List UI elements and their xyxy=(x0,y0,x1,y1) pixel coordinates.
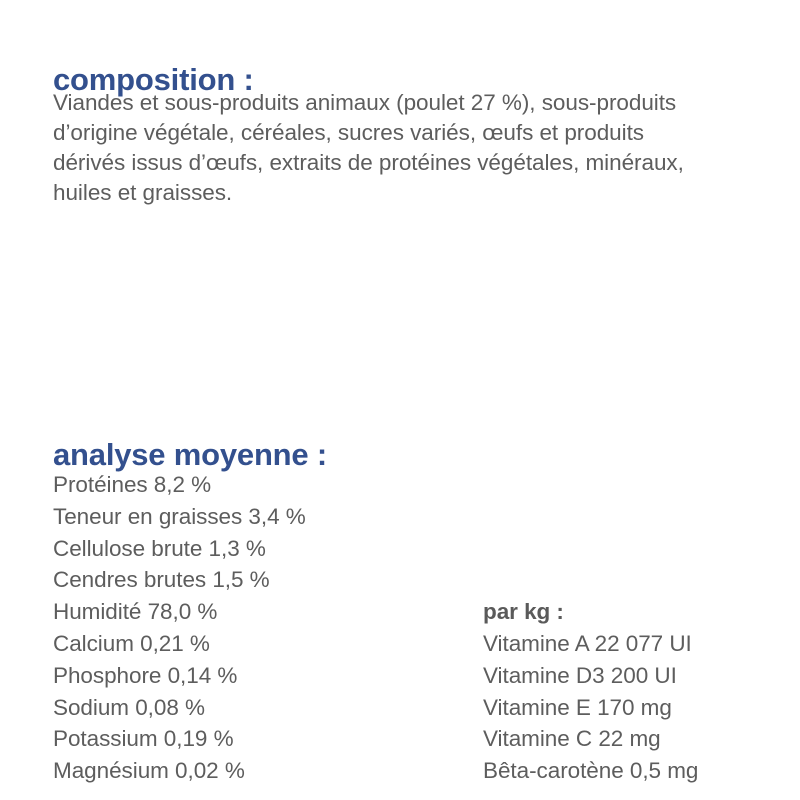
analysis-row: Sodium 0,08 % xyxy=(53,694,205,720)
composition-line: d’origine végétale, céréales, sucres variés, œufs et produits xyxy=(53,120,644,145)
analysis-row: Vitamine D3 200 UI xyxy=(483,662,677,688)
analysis-row: Humidité 78,0 % xyxy=(53,599,218,625)
analysis-row: Vitamine E 170 mg xyxy=(483,694,672,720)
analysis-row: Vitamine C 22 mg xyxy=(483,726,661,752)
analysis-row: Protéines 8,2 % xyxy=(53,472,212,497)
analysis-row: Magnésium 0,02 % xyxy=(53,758,245,784)
analysis-table xyxy=(53,469,783,784)
analysis-row: Cendres brutes 1,5 % xyxy=(53,567,270,593)
composition-line: Viandes et sous-produits animaux (poulet 27 %), sous-produits xyxy=(53,90,677,115)
composition-paragraph xyxy=(53,88,783,208)
composition-line: dérivés issus d’œufs, extraits de protéines végétales, minéraux, xyxy=(53,150,684,175)
analysis-left-column xyxy=(53,469,306,787)
analysis-row: Teneur en graisses 3,4 % xyxy=(53,503,306,529)
analysis-heading: analyse moyenne : xyxy=(53,436,327,472)
analysis-row: Bêta-carotène 0,5 mg xyxy=(483,758,699,784)
analysis-right-column xyxy=(483,469,698,787)
analysis-row: Vitamine A 22 077 UI xyxy=(483,630,692,656)
composition-heading: composition : xyxy=(53,61,254,97)
analysis-row: Calcium 0,21 % xyxy=(53,630,210,656)
composition-line: huiles et graisses. xyxy=(53,180,233,205)
analysis-row: Cellulose brute 1,3 % xyxy=(53,535,266,561)
analysis-row: Potassium 0,19 % xyxy=(53,726,234,752)
analysis-row: Phosphore 0,14 % xyxy=(53,662,238,688)
per-kg-label: par kg : xyxy=(483,599,564,625)
